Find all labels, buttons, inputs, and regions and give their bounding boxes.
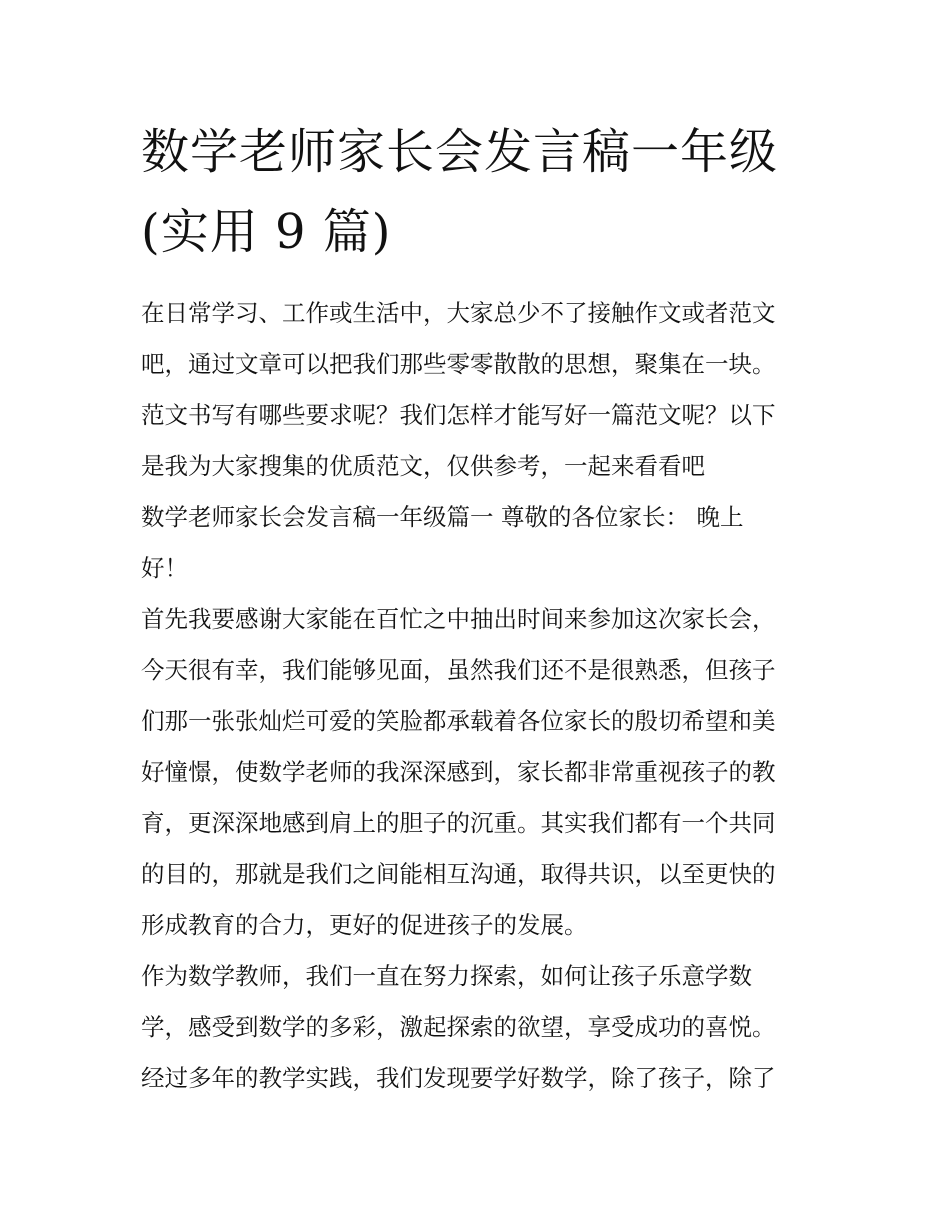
document-body xyxy=(141,288,821,1104)
body-line: 育，更深深地感到肩上的胆子的沉重。其实我们都有一个共同 xyxy=(141,809,776,837)
body-line: 们那一张张灿烂可爱的笑脸都承载着各位家长的殷切希望和美 xyxy=(141,707,776,735)
body-line: 首先我要感谢大家能在百忙之中抽出时间来参加这次家长会， xyxy=(141,605,776,633)
document-title xyxy=(141,112,821,272)
body-line: 的目的，那就是我们之间能相互沟通，取得共识，以至更快的 xyxy=(141,860,776,888)
body-line: 形成教育的合力，更好的促进孩子的发展。 xyxy=(141,911,588,939)
body-line: 范文书写有哪些要求呢？我们怎样才能写好一篇范文呢？以下 xyxy=(141,401,776,429)
body-line: 在日常学习、工作或生活中，大家总少不了接触作文或者范文 xyxy=(141,299,776,327)
title-line-2: (实用 9 篇) xyxy=(141,204,392,260)
body-line: 好！ xyxy=(141,554,188,582)
body-line: 学，感受到数学的多彩，激起探索的欲望，享受成功的喜悦。 xyxy=(141,1013,776,1041)
body-line: 今天很有幸，我们能够见面，虽然我们还不是很熟悉，但孩子 xyxy=(141,656,776,684)
body-line: 好憧憬，使数学老师的我深深感到，家长都非常重视孩子的教 xyxy=(141,758,776,786)
body-line: 是我为大家搜集的优质范文，仅供参考，一起来看看吧 xyxy=(141,452,705,480)
body-line: 作为数学教师，我们一直在努力探索，如何让孩子乐意学数 xyxy=(141,962,752,990)
title-line-1: 数学老师家长会发言稿一年级 xyxy=(141,124,779,180)
body-line: 吧，通过文章可以把我们那些零零散散的思想，聚集在一块。 xyxy=(141,350,776,378)
body-line: 数学老师家长会发言稿一年级篇一 尊敬的各位家长： 晚上 xyxy=(141,503,744,531)
body-line: 经过多年的教学实践，我们发现要学好数学，除了孩子，除了 xyxy=(141,1064,776,1092)
document-content xyxy=(141,112,821,1104)
